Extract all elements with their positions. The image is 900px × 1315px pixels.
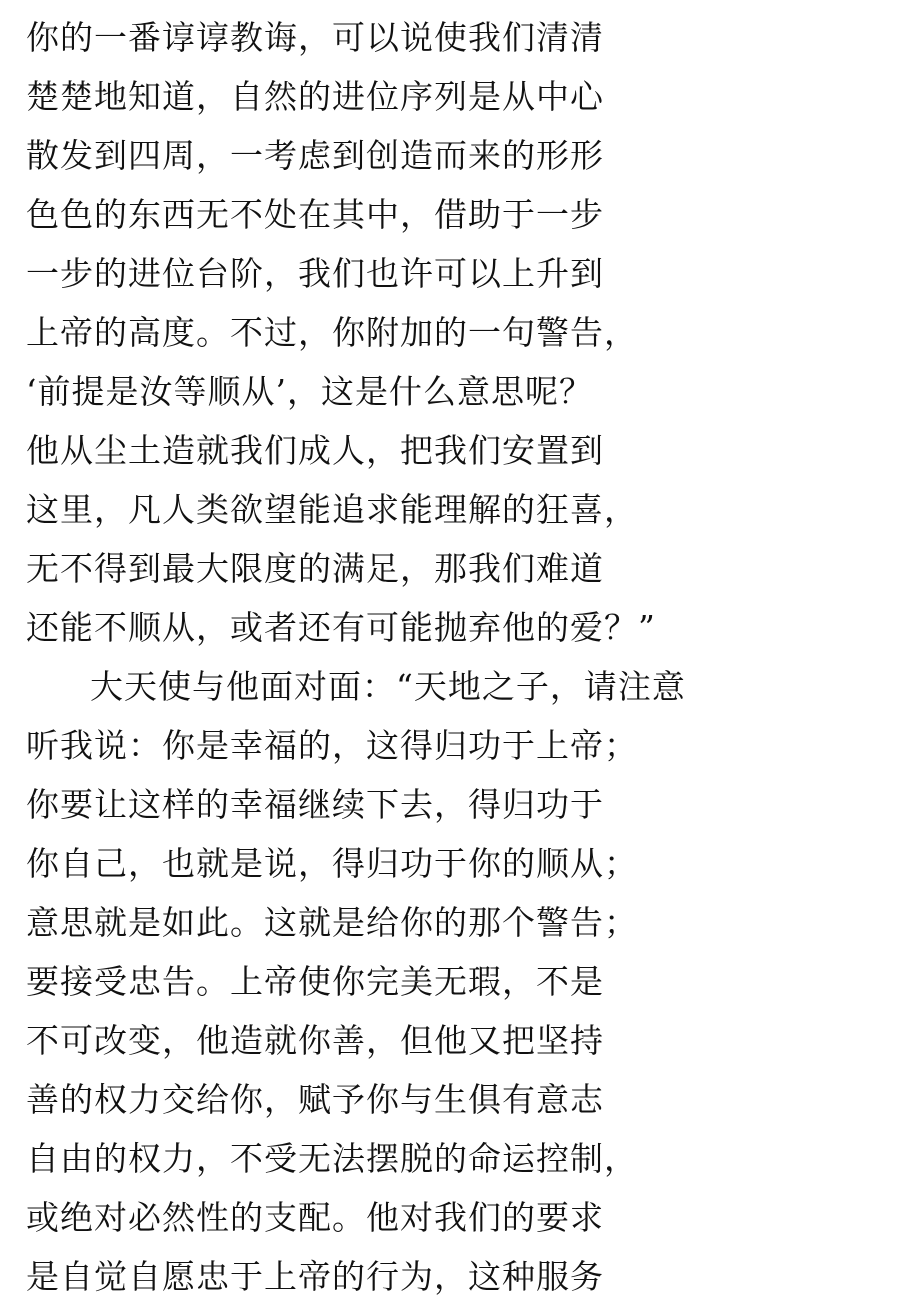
text-line: 是自觉自愿忠于上帝的行为，这种服务 — [26, 1257, 604, 1296]
text-line: 意思就是如此。这就是给你的那个警告； — [26, 903, 638, 942]
text-line: 这里，凡人类欲望能追求能理解的狂喜， — [26, 490, 638, 529]
text-line: 或绝对必然性的支配。他对我们的要求 — [26, 1198, 604, 1237]
paragraph-first-line: 大天使与他面对面：“天地之子，请注意 — [90, 667, 686, 706]
text-line: 你要让这样的幸福继续下去，得归功于 — [26, 785, 604, 824]
text-line: 他从尘土造就我们成人，把我们安置到 — [26, 431, 604, 470]
text-line: 上帝的高度。不过，你附加的一句警告， — [26, 313, 638, 352]
text-line: ‘前提是汝等顺从’，这是什么意思呢？ — [26, 372, 593, 411]
text-line: 楚楚地知道，自然的进位序列是从中心 — [26, 77, 604, 116]
text-line: 一步的进位台阶，我们也许可以上升到 — [26, 254, 604, 293]
text-line: 自由的权力，不受无法摆脱的命运控制， — [26, 1139, 638, 1178]
text-line: 散发到四周，一考虑到创造而来的形形 — [26, 136, 604, 175]
text-line: 无不得到最大限度的满足，那我们难道 — [26, 549, 604, 588]
text-line: 还能不顺从，或者还有可能抛弃他的爱？” — [26, 608, 656, 647]
text-line: 善的权力交给你，赋予你与生俱有意志 — [26, 1080, 604, 1119]
text-line: 不可改变，他造就你善，但他又把坚持 — [26, 1021, 604, 1060]
text-line: 要接受忠告。上帝使你完美无瑕，不是 — [26, 962, 604, 1001]
text-line: 色色的东西无不处在其中，借助于一步 — [26, 195, 604, 234]
text-line: 你自己，也就是说，得归功于你的顺从； — [26, 844, 638, 883]
text-line: 听我说：你是幸福的，这得归功于上帝； — [26, 726, 638, 765]
text-line: 你的一番谆谆教诲，可以说使我们清清 — [26, 18, 604, 57]
